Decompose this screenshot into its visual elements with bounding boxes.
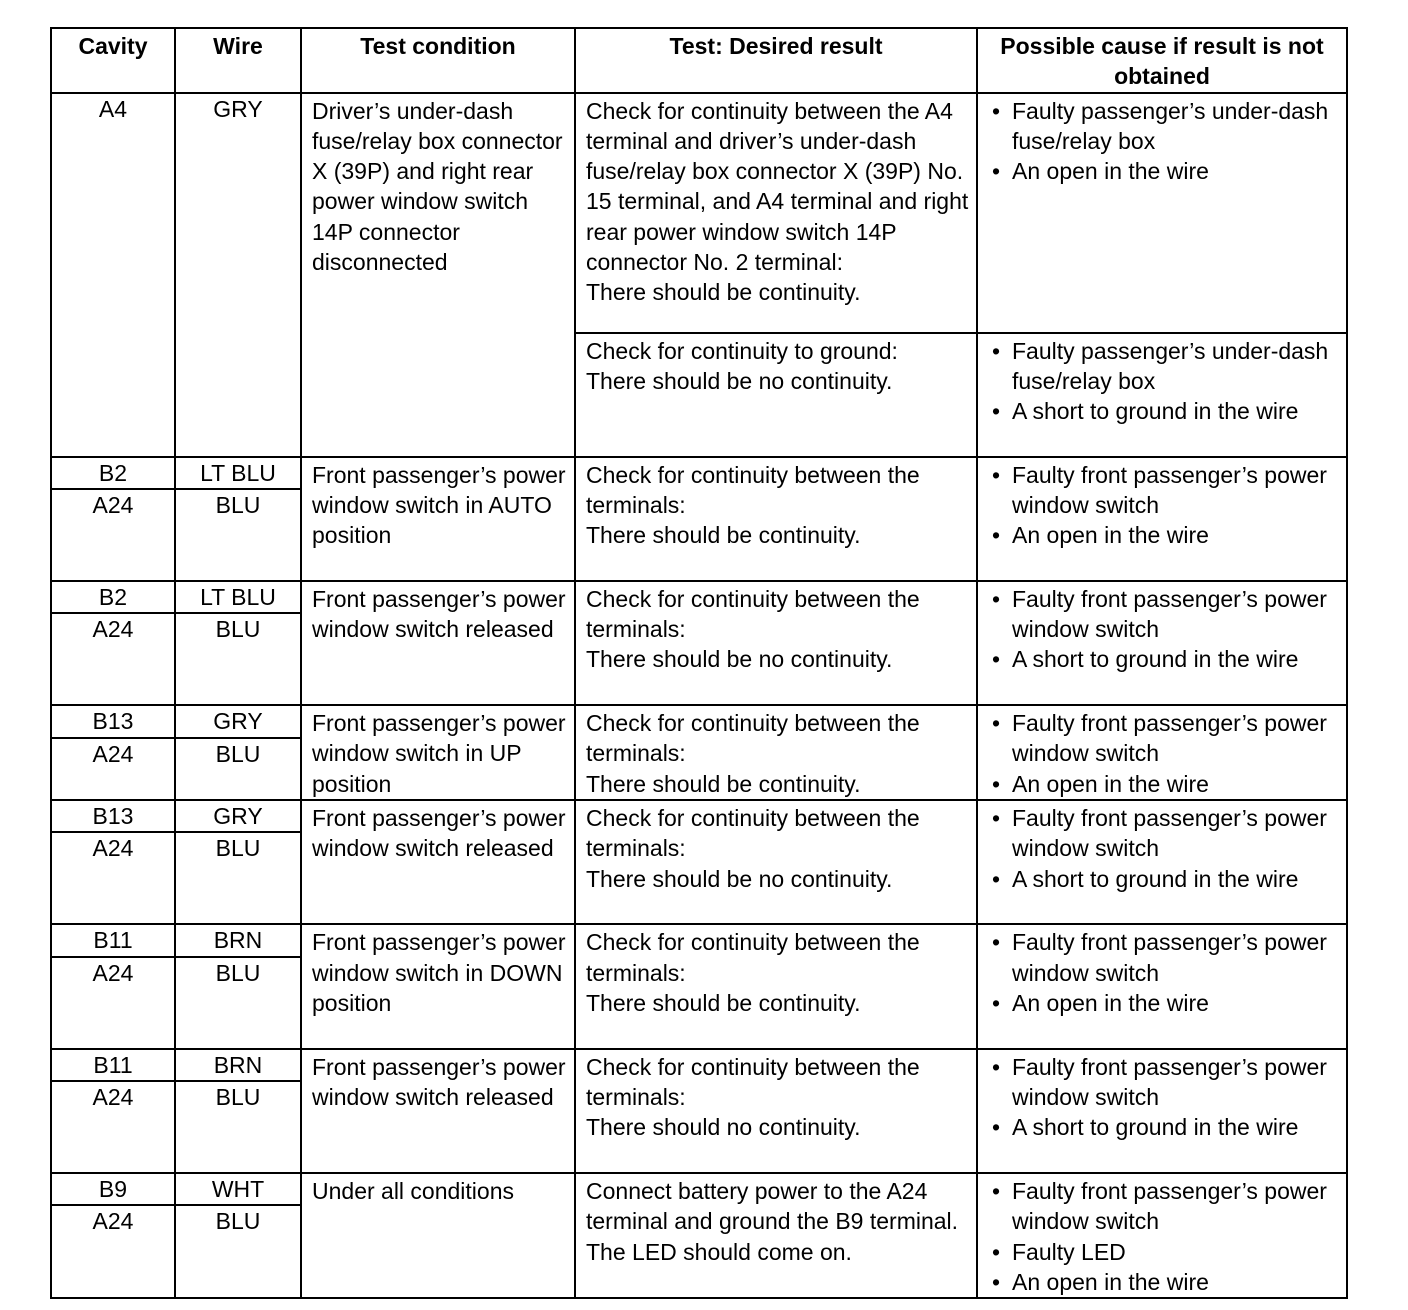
result-line: Check for continuity between the terminals:	[586, 929, 920, 986]
table-row	[51, 705, 1347, 738]
possible-cause-cell	[977, 457, 1347, 581]
cavity-cell: A24	[51, 957, 175, 1049]
cause-item: • Faulty passenger’s under-dash fuse/relay box	[990, 96, 1342, 157]
test-condition-cell: Under all conditions	[301, 1173, 575, 1298]
cavity-cell: B2	[51, 581, 175, 613]
cause-item: • An open in the wire	[990, 1267, 1342, 1297]
test-condition-cell: Front passenger’s power window switch in UP position	[301, 705, 575, 800]
cause-list	[990, 460, 1342, 551]
possible-cause-cell	[977, 800, 1347, 924]
result-line: There should be no continuity.	[586, 865, 893, 892]
result-line: Check for continuity to ground:	[586, 337, 898, 364]
cavity-cell: B11	[51, 924, 175, 956]
result-line: Check for continuity between the terminals:	[586, 710, 920, 767]
desired-result-cell	[575, 800, 977, 924]
desired-result-cell	[575, 924, 977, 1048]
desired-result-cell	[575, 93, 977, 333]
cause-list	[990, 708, 1342, 799]
wire-cell: LT BLU	[175, 457, 301, 489]
cavity-cell: A4	[51, 93, 175, 457]
cause-item: • A short to ground in the wire	[990, 864, 1342, 894]
cause-item: • Faulty front passenger’s power window switch	[990, 584, 1342, 645]
possible-cause-cell	[977, 333, 1347, 457]
result-line: Check for continuity between the terminals:	[586, 461, 920, 518]
desired-result-cell	[575, 1049, 977, 1173]
cavity-cell: B13	[51, 800, 175, 832]
table-row	[51, 581, 1347, 613]
table-row	[51, 924, 1347, 956]
cause-list	[990, 1176, 1342, 1297]
cause-item: • Faulty LED	[990, 1237, 1342, 1267]
table-body	[51, 93, 1347, 1299]
test-condition-cell: Front passenger’s power window switch released	[301, 800, 575, 924]
result-line: Check for continuity between the terminals:	[586, 585, 920, 643]
cavity-cell: A24	[51, 489, 175, 581]
cause-item: • An open in the wire	[990, 156, 1342, 186]
cause-item: • Faulty front passenger’s power window switch	[990, 1052, 1342, 1113]
possible-cause-cell	[977, 924, 1347, 1048]
cause-item: • An open in the wire	[990, 988, 1342, 1018]
header-cavity: Cavity	[51, 28, 175, 93]
cause-item: • Faulty front passenger’s power window switch	[990, 803, 1342, 864]
wire-cell: BLU	[175, 832, 301, 924]
test-condition-cell: Front passenger’s power window switch in AUTO position	[301, 457, 575, 581]
cause-item: • Faulty front passenger’s power window switch	[990, 460, 1342, 521]
wire-cell: BLU	[175, 1081, 301, 1173]
result-line: There should no continuity.	[586, 1114, 861, 1141]
result-line: Check for continuity between the terminals:	[586, 805, 920, 862]
cause-item: • Faulty front passenger’s power window switch	[990, 1176, 1342, 1237]
cavity-cell: A24	[51, 1205, 175, 1298]
cause-list	[990, 336, 1342, 427]
cavity-cell: A24	[51, 832, 175, 924]
desired-result-cell	[575, 457, 977, 581]
cavity-cell: B2	[51, 457, 175, 489]
continuity-test-table	[50, 27, 1348, 1299]
wire-cell: BLU	[175, 489, 301, 581]
table-row	[51, 1049, 1347, 1081]
cause-list	[990, 96, 1342, 187]
table-row	[51, 457, 1347, 489]
wire-cell: GRY	[175, 93, 301, 457]
possible-cause-cell	[977, 705, 1347, 800]
wire-cell: BRN	[175, 1049, 301, 1081]
wire-cell: BLU	[175, 957, 301, 1049]
cause-item: • A short to ground in the wire	[990, 396, 1342, 426]
cavity-cell: A24	[51, 613, 175, 705]
header-wire: Wire	[175, 28, 301, 93]
header-test-condition: Test condition	[301, 28, 575, 93]
result-line: Check for continuity between the A4 terminal and driver’s under-dash fuse/relay box connector X (39P) No. 15 terminal, and A4 terminal and right rear power window switch 14P connector No. 2 terminal:	[586, 97, 969, 276]
cause-item: • An open in the wire	[990, 520, 1342, 550]
desired-result-cell	[575, 581, 977, 705]
possible-cause-cell	[977, 93, 1347, 333]
header-row	[51, 28, 1347, 93]
cause-list	[990, 584, 1342, 675]
cause-list	[990, 927, 1342, 1018]
possible-cause-cell	[977, 1049, 1347, 1173]
wire-cell: BLU	[175, 738, 301, 800]
result-line: There should be continuity.	[586, 989, 861, 1016]
test-condition-cell: Front passenger’s power window switch released	[301, 581, 575, 705]
cavity-cell: B11	[51, 1049, 175, 1081]
result-line: There should be no continuity.	[586, 646, 893, 673]
test-condition-cell: Front passenger’s power window switch released	[301, 1049, 575, 1173]
cause-item: • An open in the wire	[990, 769, 1342, 799]
cause-item: • Faulty passenger’s under-dash fuse/relay box	[990, 336, 1342, 397]
cavity-cell: B9	[51, 1173, 175, 1206]
result-line: There should be continuity.	[586, 770, 861, 797]
cause-list	[990, 1052, 1342, 1143]
table-row	[51, 800, 1347, 832]
result-line: There should be continuity.	[586, 522, 861, 549]
cavity-cell: A24	[51, 738, 175, 800]
header-desired-result: Test: Desired result	[575, 28, 977, 93]
cause-item: • Faulty front passenger’s power window switch	[990, 927, 1342, 988]
wire-cell: BLU	[175, 1205, 301, 1298]
desired-result-cell	[575, 333, 977, 457]
desired-result-cell	[575, 1173, 977, 1298]
wire-cell: GRY	[175, 800, 301, 832]
wire-cell: GRY	[175, 705, 301, 738]
desired-result-cell	[575, 705, 977, 800]
possible-cause-cell	[977, 581, 1347, 705]
result-line: There should be no continuity.	[586, 367, 893, 394]
result-line: Connect battery power to the A24 terminal and ground the B9 terminal. The LED should come on.	[586, 1177, 959, 1265]
wire-cell: WHT	[175, 1173, 301, 1206]
cause-list	[990, 803, 1342, 894]
cause-item: • A short to ground in the wire	[990, 644, 1342, 674]
cavity-cell: A24	[51, 1081, 175, 1173]
table-row	[51, 1173, 1347, 1206]
wire-cell: BLU	[175, 613, 301, 705]
possible-cause-cell	[977, 1173, 1347, 1298]
test-condition-cell: Front passenger’s power window switch in DOWN position	[301, 924, 575, 1048]
result-line: There should be continuity.	[586, 279, 861, 306]
test-condition-cell: Driver’s under-dash fuse/relay box connector X (39P) and right rear power window switch 14P connector disconnected	[301, 93, 575, 457]
header-possible-cause: Possible cause if result is not obtained	[977, 28, 1347, 93]
table-row	[51, 93, 1347, 333]
cause-item: • Faulty front passenger’s power window switch	[990, 708, 1342, 769]
result-line: Check for continuity between the terminals:	[586, 1053, 920, 1110]
wire-cell: LT BLU	[175, 581, 301, 613]
cause-item: • A short to ground in the wire	[990, 1112, 1342, 1142]
wire-cell: BRN	[175, 924, 301, 956]
cavity-cell: B13	[51, 705, 175, 738]
